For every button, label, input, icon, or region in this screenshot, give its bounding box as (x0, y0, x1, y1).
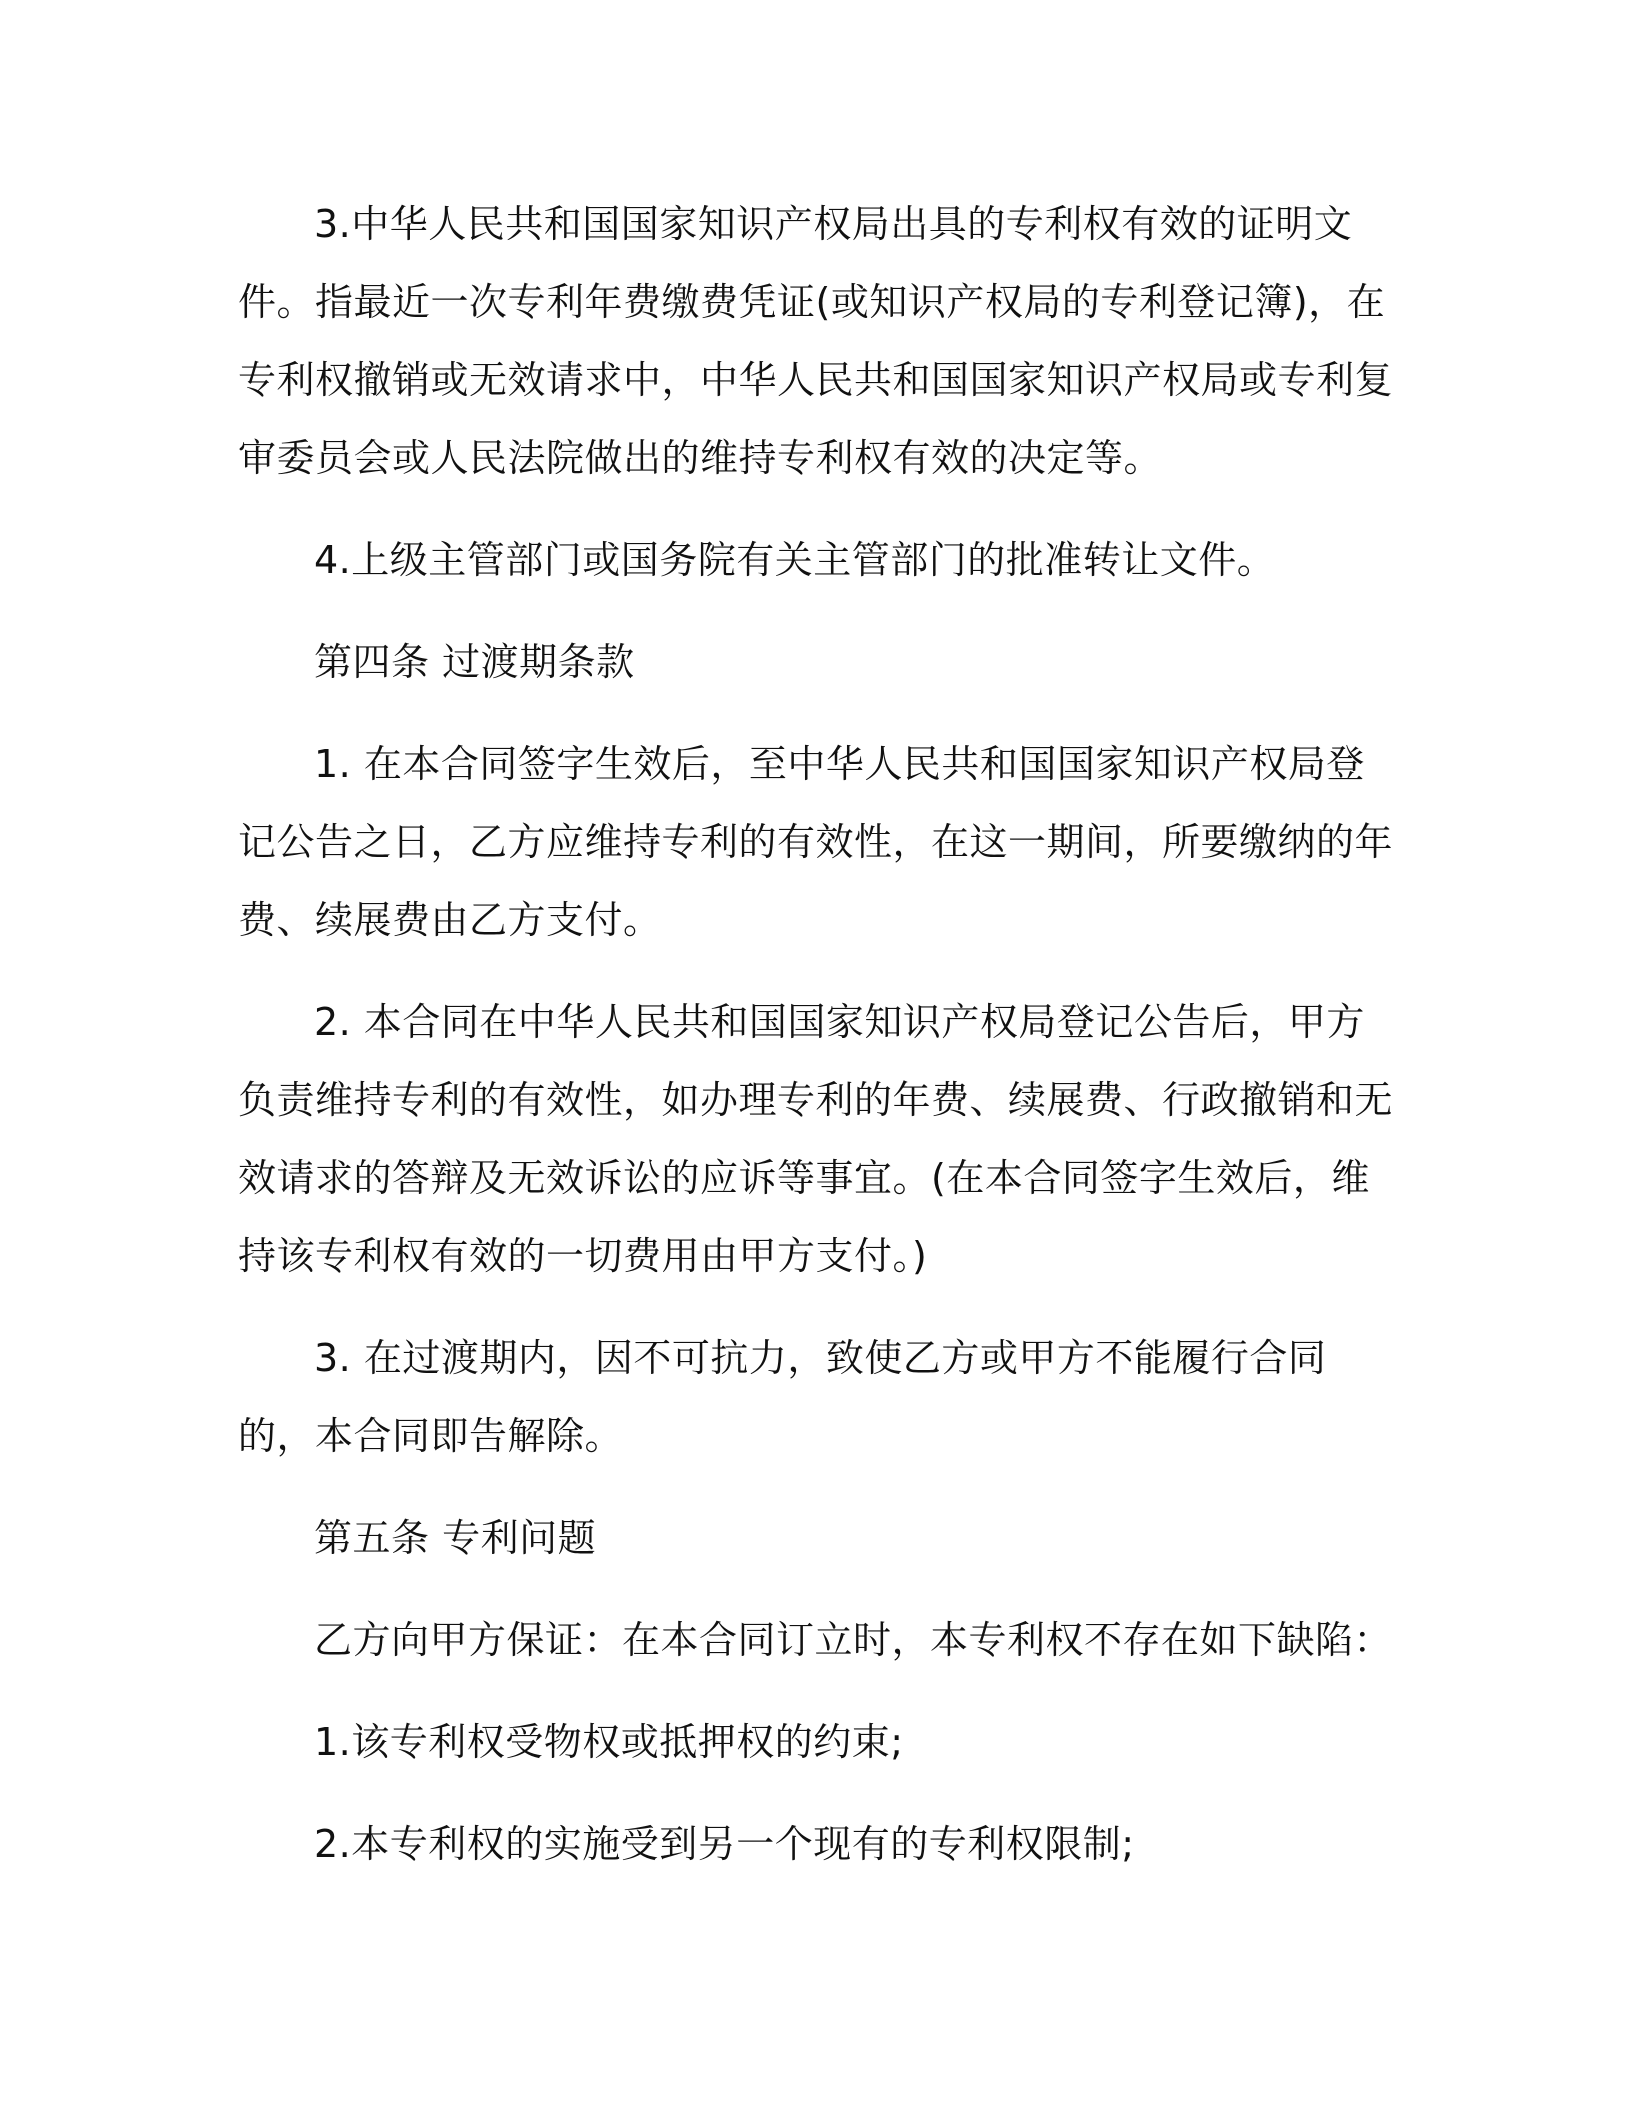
heading-article-4: 第四条 过渡期条款 (314, 640, 635, 684)
paragraph-defect-2: 2.本专利权的实施受到另一个现有的专利权限制; (314, 1822, 1135, 1866)
heading-article-5: 第五条 专利问题 (314, 1516, 597, 1560)
paragraph-guarantee: 乙方向甲方保证：在本合同订立时，本专利权不存在如下缺陷： (314, 1618, 1393, 1662)
paragraph-defect-1: 1.该专利权受物权或抵押权的约束; (314, 1720, 904, 1764)
paragraph-transition-3: 3. 在过渡期内，因不可抗力，致使乙方或甲方不能履行合同的，本合同即告解除。 (238, 1336, 1327, 1458)
document-body (238, 185, 1398, 1883)
paragraph-approval-document: 4.上级主管部门或国务院有关主管部门的批准转让文件。 (314, 538, 1276, 582)
paragraph-patent-validity-proof: 3.中华人民共和国国家知识产权局出具的专利权有效的证明文件。指最近一次专利年费缴费凭证(或知识产权局的专利登记簿)，在专利权撤销或无效请求中，中华人民共和国国家知识产权局或专利复审委员会或人民法院做出的维持专利权有效的决定等。 (238, 202, 1394, 480)
paragraph-transition-2: 2. 本合同在中华人民共和国国家知识产权局登记公告后，甲方负责维持专利的有效性，如办理专利的年费、续展费、行政撤销和无效请求的答辩及无效诉讼的应诉等事宜。(在本合同签字生效后，维持该专利权有效的一切费用由甲方支付。) (238, 1000, 1394, 1278)
paragraph-transition-1: 1. 在本合同签字生效后，至中华人民共和国国家知识产权局登记公告之日，乙方应维持专利的有效性，在这一期间，所要缴纳的年费、续展费由乙方支付。 (238, 742, 1394, 942)
